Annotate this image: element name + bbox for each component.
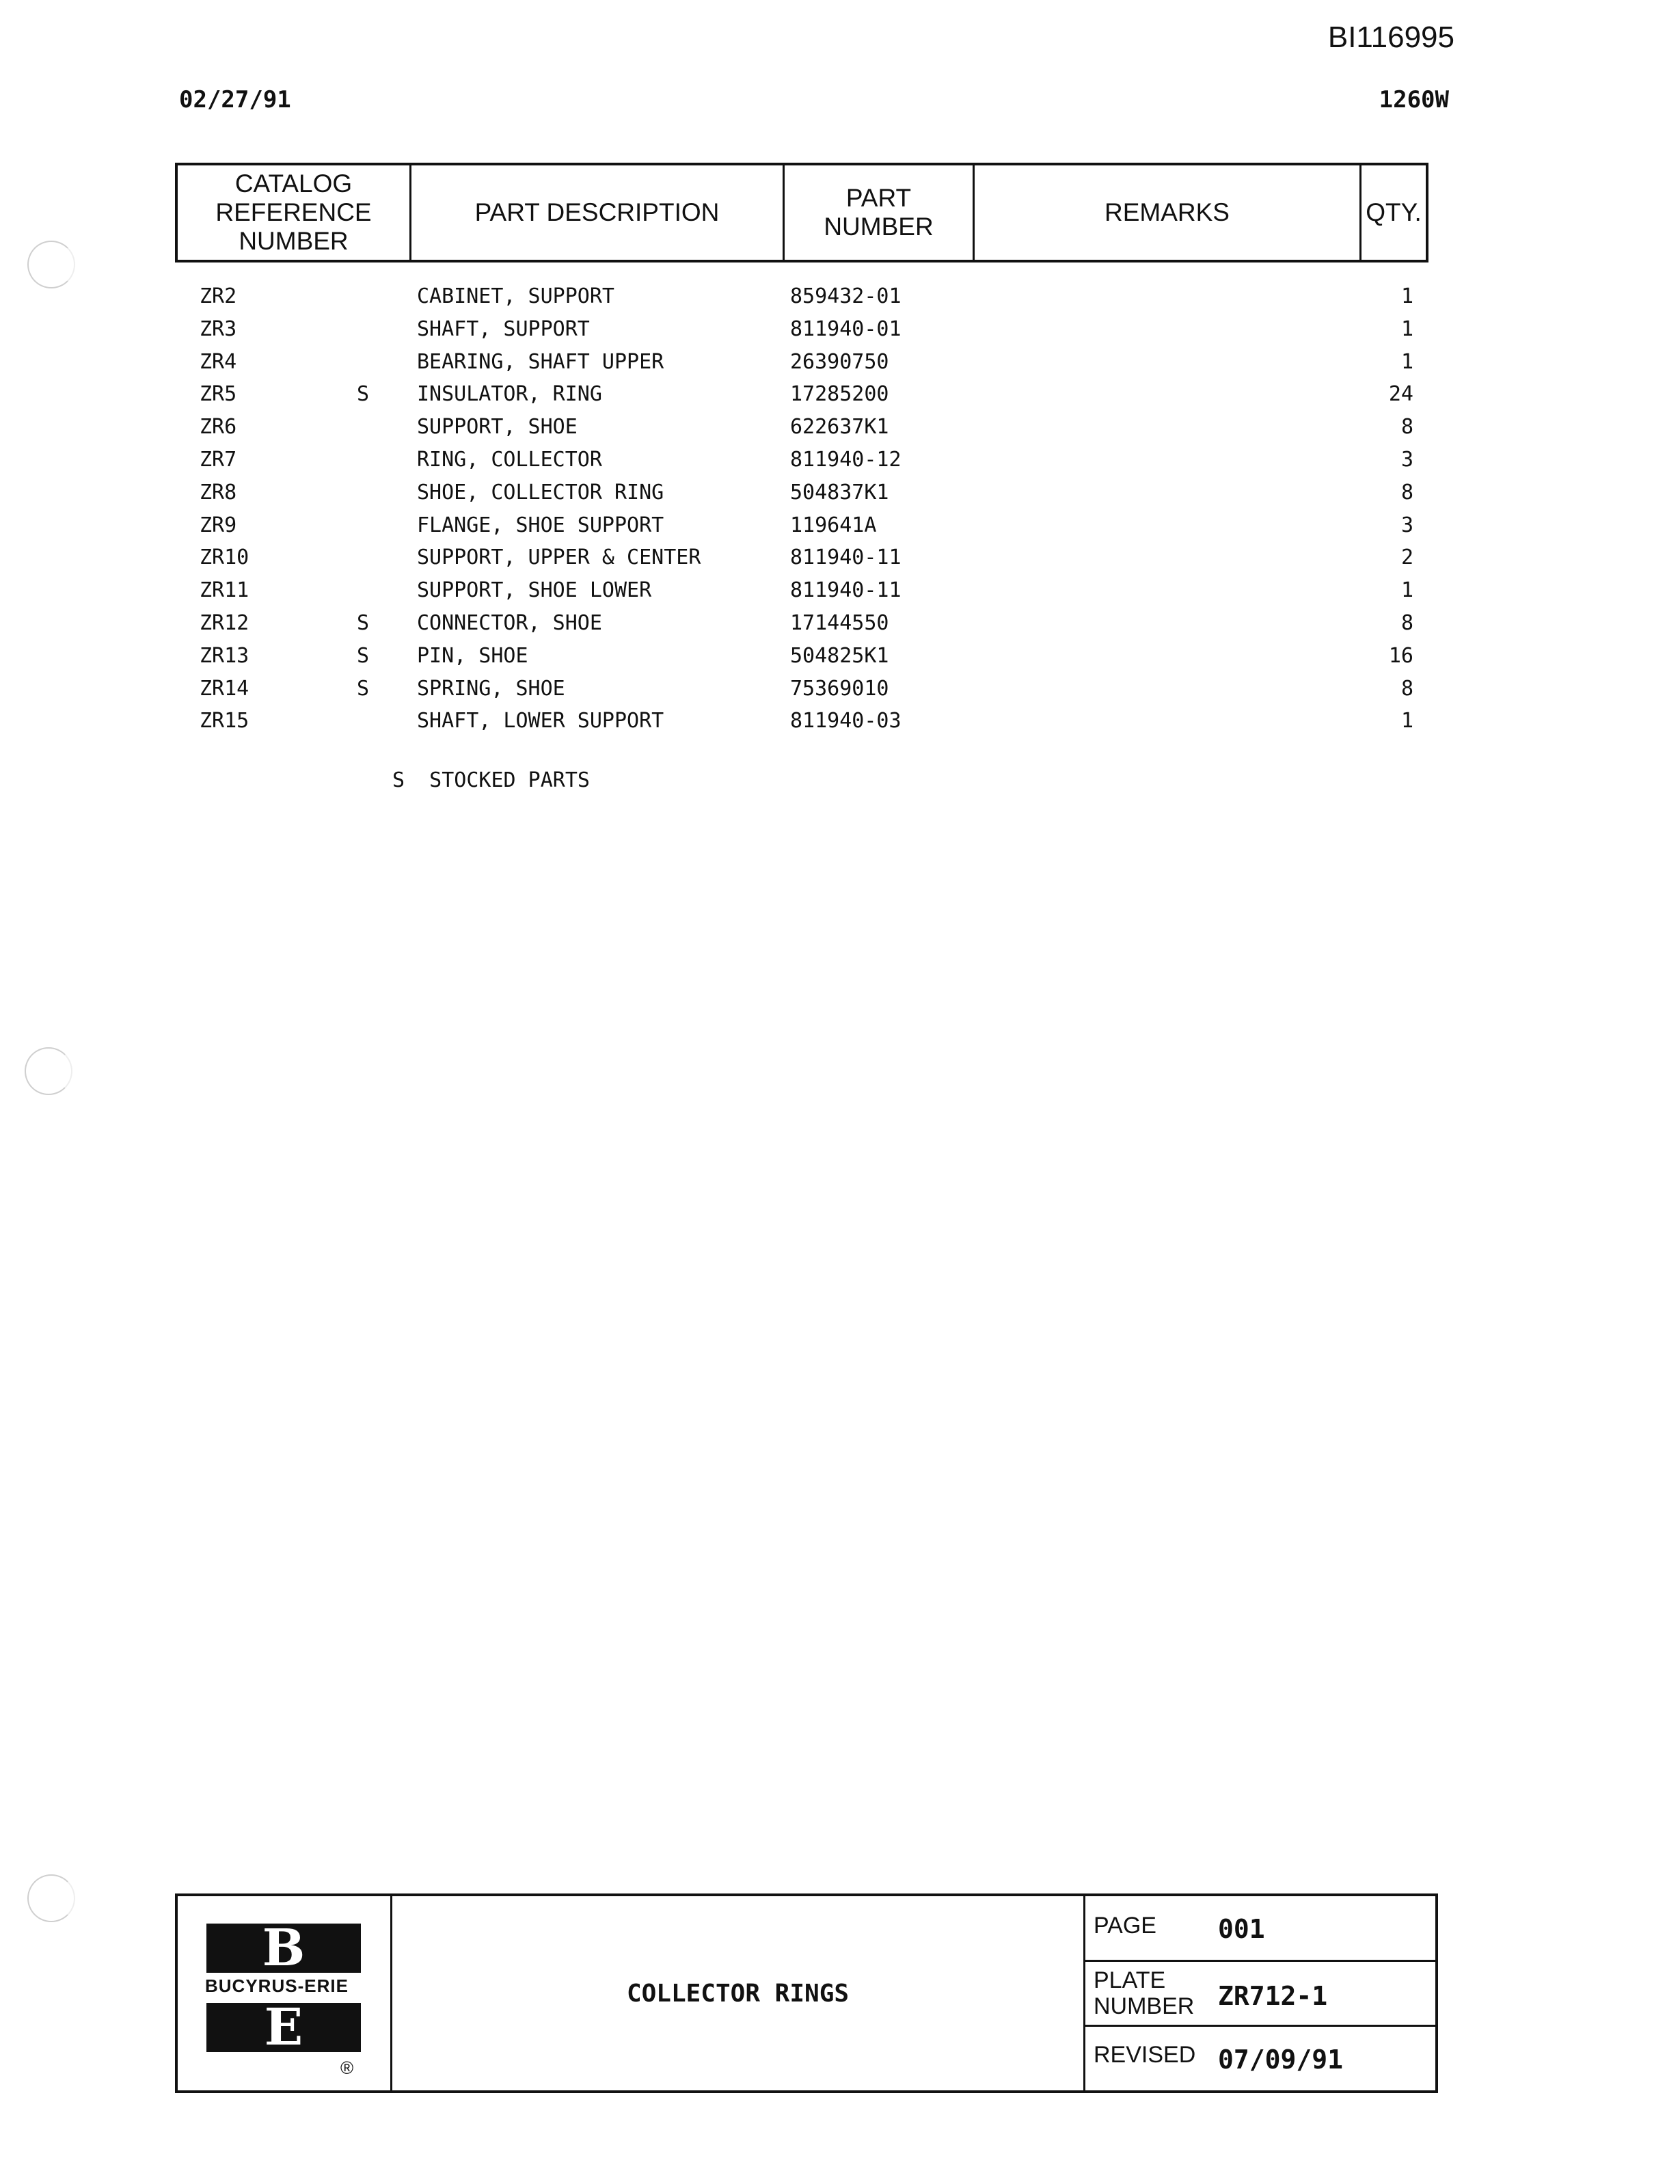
table-row (175, 379, 1428, 412)
description-cell: SHOE, COLLECTOR RING (417, 480, 664, 504)
header-part-number: PART NUMBER (785, 165, 975, 260)
description-cell: SUPPORT, UPPER & CENTER (417, 545, 701, 570)
description-cell: SPRING, SHOE (417, 676, 565, 701)
qty-cell: 1 (1400, 316, 1413, 341)
qty-cell: 2 (1400, 545, 1413, 570)
part-number-cell: 811940-03 (790, 709, 902, 733)
company-logo (178, 1896, 392, 2090)
table-row (175, 347, 1428, 380)
qty-cell: 8 (1400, 415, 1413, 440)
part-number-cell: 504837K1 (790, 480, 889, 504)
description-cell: SHAFT, LOWER SUPPORT (417, 709, 664, 733)
header-part-description: PART DESCRIPTION (411, 165, 785, 260)
qty-cell: 8 (1400, 610, 1413, 635)
plate-label: PLATE NUMBER (1094, 1967, 1195, 2019)
logo-letter-b: B (262, 1919, 306, 1978)
catalog-ref-cell: ZR11 (200, 578, 249, 603)
catalog-ref-cell: ZR14 (200, 676, 249, 701)
catalog-ref-cell: ZR12 (200, 610, 249, 635)
punch-hole-bottom (27, 1874, 75, 1922)
catalog-ref-cell: ZR8 (200, 480, 237, 504)
plate-cell (1085, 1962, 1435, 2027)
punch-hole-top (27, 241, 75, 288)
revised-cell (1085, 2027, 1435, 2090)
description-cell: SHAFT, SUPPORT (417, 316, 590, 341)
table-row (175, 478, 1428, 511)
description-cell: RING, COLLECTOR (417, 447, 602, 472)
part-number-cell: 811940-01 (790, 316, 902, 341)
description-cell: SUPPORT, SHOE (417, 415, 578, 440)
part-number-cell: 859432-01 (790, 284, 902, 308)
description-cell: BEARING, SHAFT UPPER (417, 349, 664, 374)
header-qty: QTY. (1366, 198, 1422, 226)
stock-flag-cell: S (357, 676, 370, 701)
catalog-ref-cell: ZR10 (200, 545, 249, 570)
page-value: 001 (1218, 1914, 1265, 1944)
header-catalog-reference: CATALOG REFERENCE NUMBER (178, 165, 411, 260)
table-row (175, 706, 1428, 739)
qty-cell: 1 (1400, 349, 1413, 374)
part-number-cell: 504825K1 (790, 643, 889, 668)
table-row (175, 543, 1428, 576)
part-number-cell: 119641A (790, 513, 877, 537)
part-number-cell: 811940-11 (790, 578, 902, 603)
catalog-ref-cell: ZR4 (200, 349, 237, 374)
description-cell: PIN, SHOE (417, 643, 528, 668)
stock-flag-cell: S (357, 643, 370, 668)
stock-flag-cell: S (357, 610, 370, 635)
table-row (175, 674, 1428, 707)
info-cells (1085, 1896, 1435, 2090)
catalog-ref-cell: ZR3 (200, 316, 237, 341)
description-cell: FLANGE, SHOE SUPPORT (417, 513, 664, 537)
stocked-parts-legend: S STOCKED PARTS (392, 768, 590, 792)
qty-cell: 1 (1400, 578, 1413, 603)
logo-company-name: BUCYRUS-ERIE (205, 1976, 349, 1996)
part-number-cell: 26390750 (790, 349, 889, 374)
document-date: 02/27/91 (179, 86, 291, 113)
punch-hole-middle (25, 1047, 72, 1095)
page-cell (1085, 1896, 1435, 1962)
header-remarks: REMARKS (975, 165, 1361, 260)
description-cell: SUPPORT, SHOE LOWER (417, 578, 652, 603)
drawing-title: COLLECTOR RINGS (626, 1979, 850, 2008)
catalog-ref-cell: ZR7 (200, 447, 237, 472)
model-number: 1260W (1379, 86, 1449, 113)
table-row (175, 412, 1428, 445)
description-cell: INSULATOR, RING (417, 382, 602, 407)
parts-list (175, 282, 1428, 739)
catalog-ref-cell: ZR15 (200, 709, 249, 733)
table-row (175, 445, 1428, 478)
catalog-ref-cell: ZR2 (200, 284, 237, 308)
catalog-ref-cell: ZR9 (200, 513, 237, 537)
table-row (175, 511, 1428, 543)
catalog-ref-cell: ZR13 (200, 643, 249, 668)
catalog-ref-cell: ZR5 (200, 382, 237, 407)
part-number-cell: 17144550 (790, 610, 889, 635)
table-row (175, 608, 1428, 641)
table-header (175, 163, 1428, 262)
qty-cell: 8 (1400, 480, 1413, 504)
revised-value: 07/09/91 (1218, 2045, 1344, 2075)
stock-flag-cell: S (357, 382, 370, 407)
qty-cell: 1 (1400, 284, 1413, 308)
part-number-cell: 811940-12 (790, 447, 902, 472)
registered-mark: ® (340, 2058, 354, 2078)
table-row (175, 576, 1428, 608)
revised-label: REVISED (1094, 2042, 1196, 2068)
table-row (175, 314, 1428, 347)
qty-cell: 3 (1400, 513, 1413, 537)
logo-bottom-block (206, 1998, 361, 2057)
part-number-cell: 17285200 (790, 382, 889, 407)
logo-letter-e: E (264, 1998, 303, 2057)
page-label: PAGE (1094, 1913, 1156, 1939)
qty-cell: 16 (1388, 643, 1413, 668)
table-row (175, 641, 1428, 674)
qty-cell: 1 (1400, 709, 1413, 733)
description-cell: CONNECTOR, SHOE (417, 610, 602, 635)
document-id: BI116995 (1327, 21, 1454, 54)
part-number-cell: 622637K1 (790, 415, 889, 440)
part-number-cell: 75369010 (790, 676, 889, 701)
logo-top-block (206, 1919, 361, 1978)
description-cell: CABINET, SUPPORT (417, 284, 614, 308)
part-number-cell: 811940-11 (790, 545, 902, 570)
qty-cell: 3 (1400, 447, 1413, 472)
title-block (175, 1893, 1438, 2093)
drawing-title-cell (392, 1896, 1085, 2090)
table-row (175, 282, 1428, 314)
qty-cell: 24 (1388, 382, 1413, 407)
catalog-ref-cell: ZR6 (200, 415, 237, 440)
plate-value: ZR712-1 (1218, 1980, 1328, 2011)
qty-cell: 8 (1400, 676, 1413, 701)
